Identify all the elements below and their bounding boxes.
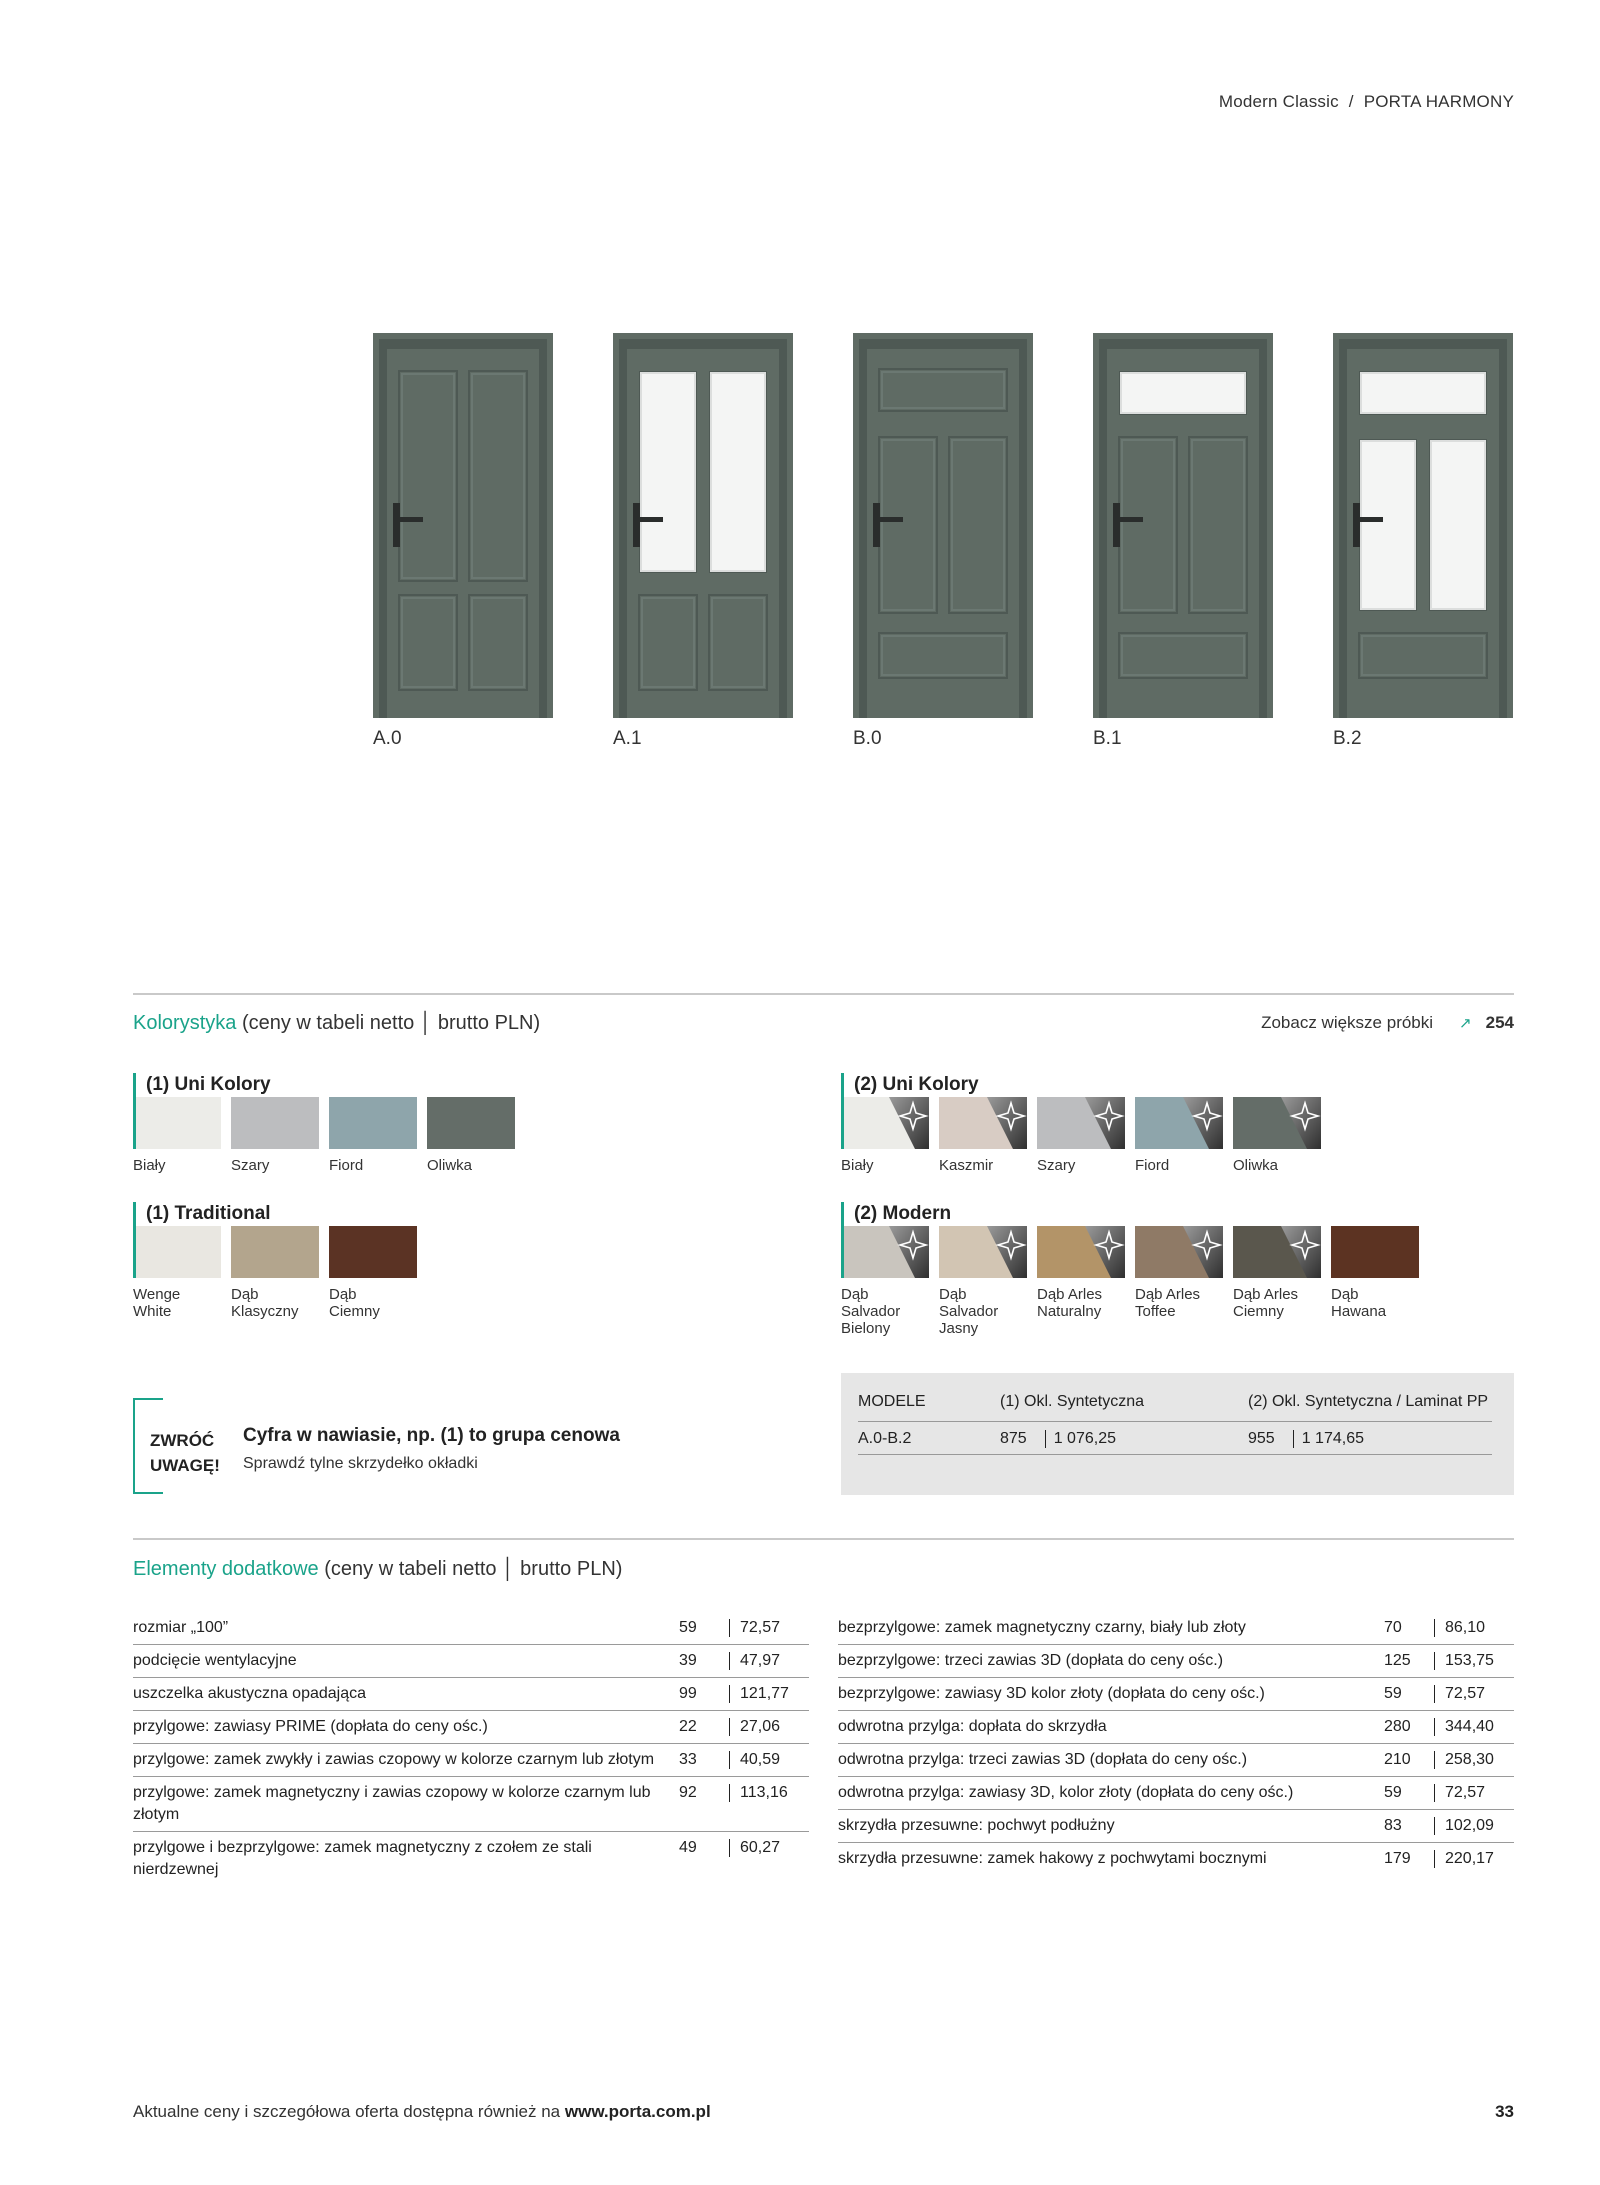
door-panel xyxy=(1359,633,1487,678)
color-swatch xyxy=(329,1097,417,1149)
door-a-0 xyxy=(373,333,553,749)
extras-row xyxy=(838,1744,1514,1777)
color-group xyxy=(841,1073,1321,1174)
extras-item-net: 39 xyxy=(679,1645,729,1678)
color-group xyxy=(133,1073,515,1174)
colors-title-rest: (ceny w tabeli netto │ brutto PLN) xyxy=(241,1012,541,1034)
swatch-row xyxy=(841,1097,1321,1174)
door-panel xyxy=(879,437,937,613)
glass-pane xyxy=(1431,441,1485,609)
color-swatch-item[interactable] xyxy=(1135,1097,1223,1174)
color-swatch-label: Fiord xyxy=(1135,1157,1170,1174)
door-image xyxy=(613,333,793,718)
door-gallery xyxy=(373,333,1514,753)
breadcrumb xyxy=(1219,92,1514,112)
price-group1-gross: 1 076,25 xyxy=(1053,1430,1116,1448)
extras-item-gross-cell xyxy=(729,1744,809,1777)
door-handle-plate xyxy=(873,503,880,547)
extras-item-gross: 47,97 xyxy=(740,1652,781,1669)
premium-star-icon xyxy=(889,1097,929,1149)
colors-title-accent: Kolorystyka xyxy=(133,1012,237,1034)
color-swatch xyxy=(231,1097,319,1149)
extras-item-gross-cell xyxy=(1434,1777,1514,1810)
color-swatch-label: Dąb Arles Toffee xyxy=(1135,1286,1201,1320)
premium-star-icon xyxy=(1183,1226,1223,1278)
door-panel xyxy=(949,437,1007,613)
color-swatch xyxy=(1135,1097,1223,1149)
extras-item-name: przylgowe: zamek magnetyczny i zawias czopowy w kolorze czarnym lub złotym xyxy=(133,1777,679,1832)
page-number: 33 xyxy=(1495,2102,1514,2121)
door-handle-lever xyxy=(1353,517,1383,522)
door-label: A.0 xyxy=(373,728,402,749)
price-table-box xyxy=(841,1373,1514,1495)
color-swatch-item[interactable] xyxy=(329,1226,417,1320)
footer-text: Aktualne ceny i szczegółowa oferta dostępna również na xyxy=(133,2102,561,2121)
extras-item-net: 49 xyxy=(679,1839,697,1856)
color-swatch xyxy=(841,1097,929,1149)
extras-row xyxy=(133,1678,809,1711)
door-b-2 xyxy=(1333,333,1513,749)
extras-item-gross: 40,59 xyxy=(740,1751,781,1768)
header-group2: (2) Okl. Syntetyczna / Laminat PP xyxy=(1248,1391,1492,1422)
color-swatch xyxy=(841,1226,929,1278)
note-title: Cyfra w nawiasie, np. (1) to grupa cenowa xyxy=(243,1425,620,1446)
extras-item-gross: 86,10 xyxy=(1445,1619,1486,1636)
color-swatch xyxy=(133,1097,221,1149)
samples-link-text: Zobacz większe próbki xyxy=(1261,1013,1434,1032)
extras-item-gross: 27,06 xyxy=(740,1718,781,1735)
extras-item-gross: 113,16 xyxy=(740,1784,788,1801)
extras-item-net: 92 xyxy=(679,1777,729,1832)
glass-pane xyxy=(711,373,765,571)
larger-samples-link[interactable] xyxy=(1261,1013,1514,1033)
footer-note xyxy=(133,2102,711,2122)
extras-title-accent: Elementy dodatkowe xyxy=(133,1558,319,1580)
color-swatch-item[interactable] xyxy=(329,1097,417,1174)
price-table-row xyxy=(858,1422,1492,1455)
extras-item-net: 33 xyxy=(679,1744,729,1777)
color-swatch-label: Dąb Ciemny xyxy=(329,1286,380,1320)
extras-row xyxy=(838,1711,1514,1744)
extras-item-net: 125 xyxy=(1384,1645,1434,1678)
note-heading-line2: UWAGĘ! xyxy=(150,1456,220,1475)
door-handle-lever xyxy=(393,517,423,522)
premium-star-icon xyxy=(889,1226,929,1278)
door-handle-lever xyxy=(1113,517,1143,522)
glass-pane xyxy=(1361,373,1485,413)
color-swatch-label: Oliwka xyxy=(427,1157,473,1174)
note-heading-line1: ZWRÓĆ xyxy=(150,1431,215,1450)
extras-item-gross: 258,30 xyxy=(1445,1751,1494,1768)
color-swatch-item[interactable] xyxy=(427,1097,515,1174)
extras-item-name: skrzydła przesuwne: pochwyt podłużny xyxy=(838,1810,1384,1843)
extras-item-name: przylgowe: zamek zwykły i zawias czopowy w kolorze czarnym lub złotym xyxy=(133,1744,679,1777)
color-swatch xyxy=(133,1226,221,1278)
color-swatch-label: Szary xyxy=(1037,1157,1076,1174)
glass-pane xyxy=(1361,441,1415,609)
extras-row xyxy=(838,1810,1514,1843)
door-panel xyxy=(879,369,1007,411)
extras-table-right xyxy=(838,1612,1514,1875)
premium-star-icon xyxy=(1183,1097,1223,1149)
color-swatch xyxy=(1233,1226,1321,1278)
extras-item-name: podcięcie wentylacyjne xyxy=(133,1645,679,1678)
door-panel xyxy=(1119,633,1247,678)
extras-item-gross: 344,40 xyxy=(1445,1718,1494,1735)
swatch-row xyxy=(841,1226,1419,1337)
color-swatch-item[interactable] xyxy=(231,1226,319,1320)
extras-item-name: odwrotna przylga: dopłata do skrzydła xyxy=(838,1711,1384,1744)
color-swatch-item[interactable] xyxy=(1233,1226,1321,1337)
premium-star-icon xyxy=(1281,1097,1321,1149)
colors-section-title xyxy=(133,1012,540,1035)
color-swatch-label: Dąb Arles Ciemny xyxy=(1233,1286,1299,1320)
door-panel xyxy=(879,633,1007,678)
door-panel xyxy=(469,371,527,581)
color-swatch-item[interactable] xyxy=(841,1097,929,1174)
extras-item-gross-cell xyxy=(1434,1678,1514,1711)
extras-item-gross: 102,09 xyxy=(1445,1817,1494,1834)
color-group-title: (1) Uni Kolory xyxy=(133,1073,515,1113)
extras-row xyxy=(838,1843,1514,1876)
price-table xyxy=(858,1391,1492,1455)
extras-item-gross: 72,57 xyxy=(1445,1685,1486,1702)
footer-website-link[interactable]: www.porta.com.pl xyxy=(564,2102,711,2121)
color-swatch-label: Biały xyxy=(841,1157,874,1174)
color-swatch-label: Dąb Klasyczny xyxy=(231,1286,299,1320)
extras-item-net: 99 xyxy=(679,1678,729,1711)
color-swatch-label: Dąb Hawana xyxy=(1331,1286,1387,1320)
color-swatch-label: Dąb Arles Naturalny xyxy=(1037,1286,1103,1320)
extras-item-gross-cell xyxy=(1434,1711,1514,1744)
extras-item-gross-cell xyxy=(729,1678,809,1711)
section-divider xyxy=(133,993,1514,995)
color-swatch-label: Biały xyxy=(133,1157,166,1174)
color-swatch-item[interactable] xyxy=(1233,1097,1321,1174)
color-swatch xyxy=(1037,1226,1125,1278)
door-panel xyxy=(639,595,697,690)
extras-item-name: rozmiar „100” xyxy=(133,1612,679,1645)
color-swatch xyxy=(1331,1226,1419,1278)
breadcrumb-separator: / xyxy=(1348,92,1354,111)
extras-title-rest: (ceny w tabeli netto │ brutto PLN) xyxy=(324,1558,623,1580)
door-panel xyxy=(709,595,767,690)
premium-star-icon xyxy=(1085,1226,1125,1278)
color-swatch-item[interactable] xyxy=(1135,1226,1223,1337)
premium-star-icon xyxy=(1281,1226,1321,1278)
color-swatch xyxy=(1135,1226,1223,1278)
extras-item-gross-cell xyxy=(729,1832,809,1887)
premium-star-icon xyxy=(987,1097,1027,1149)
extras-item-gross: 220,17 xyxy=(1445,1850,1494,1867)
extras-item-gross: 153,75 xyxy=(1445,1652,1494,1669)
extras-item-gross-cell xyxy=(1434,1744,1514,1777)
extras-row xyxy=(838,1645,1514,1678)
color-swatch xyxy=(231,1226,319,1278)
extras-item-gross-cell xyxy=(1434,1843,1514,1876)
extras-row xyxy=(838,1612,1514,1645)
extras-item-name: odwrotna przylga: trzeci zawias 3D (dopłata do ceny ośc.) xyxy=(838,1744,1384,1777)
door-image xyxy=(1333,333,1513,718)
color-swatch xyxy=(1233,1097,1321,1149)
color-swatch-label: Dąb Salvador Bielony xyxy=(841,1286,901,1337)
header-models: MODELE xyxy=(858,1391,1000,1422)
door-handle-plate xyxy=(393,503,400,547)
door-handle-plate xyxy=(1113,503,1120,547)
extras-section-title xyxy=(133,1558,622,1581)
price-group2-gross: 1 174,65 xyxy=(1301,1430,1364,1448)
color-group-title: (1) Traditional xyxy=(133,1202,417,1242)
door-handle-lever xyxy=(873,517,903,522)
extras-item-net: 179 xyxy=(1384,1850,1411,1867)
extras-item-gross: 60,27 xyxy=(740,1839,781,1856)
extras-item-name: przylgowe i bezprzylgowe: zamek magnetyczny z czołem ze stali nierdzewnej xyxy=(133,1839,592,1878)
glass-pane xyxy=(1121,373,1245,413)
door-handle-plate xyxy=(633,503,640,547)
color-swatch xyxy=(1037,1097,1125,1149)
extras-item-gross-cell xyxy=(1434,1810,1514,1843)
door-label: A.1 xyxy=(613,728,642,749)
color-swatch-label: Szary xyxy=(231,1157,270,1174)
color-swatch-item[interactable] xyxy=(939,1226,1027,1337)
premium-star-icon xyxy=(1085,1097,1125,1149)
extras-item-name: przylgowe: zawiasy PRIME (dopłata do ceny ośc.) xyxy=(133,1711,679,1744)
extras-item-net: 59 xyxy=(679,1612,729,1645)
extras-row xyxy=(133,1777,809,1832)
extras-item-name: uszczelka akustyczna opadająca xyxy=(133,1678,679,1711)
extras-item-net: 70 xyxy=(1384,1612,1434,1645)
extras-item-net: 280 xyxy=(1384,1711,1434,1744)
extras-item-gross-cell xyxy=(729,1777,809,1832)
extras-item-gross-cell xyxy=(729,1612,809,1645)
section-divider xyxy=(133,1538,1514,1540)
glass-pane xyxy=(641,373,695,571)
extras-row xyxy=(838,1678,1514,1711)
door-b-1 xyxy=(1093,333,1273,749)
door-image xyxy=(853,333,1033,718)
price-table-header xyxy=(858,1391,1492,1422)
color-swatch-item[interactable] xyxy=(1037,1097,1125,1174)
extras-row xyxy=(133,1711,809,1744)
color-swatch-label: Kaszmir xyxy=(939,1157,994,1174)
extras-item-gross: 72,57 xyxy=(740,1619,781,1636)
color-swatch-item[interactable] xyxy=(841,1226,929,1337)
extras-item-gross-cell xyxy=(1434,1612,1514,1645)
extras-row xyxy=(133,1744,809,1777)
color-group-title: (2) Uni Kolory xyxy=(841,1073,1321,1113)
color-swatch-item[interactable] xyxy=(939,1097,1027,1174)
door-panel xyxy=(399,595,457,690)
price-group2-net: 955 xyxy=(1248,1430,1275,1448)
color-swatch-label: Fiord xyxy=(329,1157,364,1174)
door-handle-lever xyxy=(633,517,663,522)
extras-item-name: skrzydła przesuwne: zamek hakowy z pochwytami bocznymi xyxy=(838,1850,1267,1867)
extras-row xyxy=(133,1645,809,1678)
door-panel xyxy=(1189,437,1247,613)
color-swatch-item[interactable] xyxy=(1037,1226,1125,1337)
door-label: B.2 xyxy=(1333,728,1362,749)
door-panel xyxy=(469,595,527,690)
color-swatch-label: Dąb Salvador Jasny xyxy=(939,1286,999,1337)
extras-row xyxy=(133,1612,809,1645)
color-swatch xyxy=(939,1097,1027,1149)
extras-item-gross: 72,57 xyxy=(1445,1784,1486,1801)
door-handle-plate xyxy=(1353,503,1360,547)
color-swatch xyxy=(427,1097,515,1149)
price-group1-net: 875 xyxy=(1000,1430,1027,1448)
color-swatch-label: Oliwka xyxy=(1233,1157,1279,1174)
extras-row xyxy=(133,1832,809,1887)
door-label: B.1 xyxy=(1093,728,1122,749)
color-group-title: (2) Modern xyxy=(841,1202,1419,1242)
color-group xyxy=(841,1202,1419,1337)
door-image xyxy=(1093,333,1273,718)
extras-item-gross-cell xyxy=(1434,1645,1514,1678)
color-swatch-item[interactable] xyxy=(133,1226,221,1320)
color-swatch xyxy=(329,1226,417,1278)
note-subtitle: Sprawdź tylne skrzydełko okładki xyxy=(243,1455,478,1472)
samples-page-number: 254 xyxy=(1485,1013,1514,1032)
extras-item-name: bezprzylgowe: zamek magnetyczny czarny, biały lub złoty xyxy=(838,1612,1384,1645)
breadcrumb-collection: Modern Classic xyxy=(1218,92,1339,111)
breadcrumb-product: PORTA HARMONY xyxy=(1363,92,1514,111)
extras-item-name: bezprzylgowe: zawiasy 3D kolor złoty (dopłata do ceny ośc.) xyxy=(838,1678,1384,1711)
extras-row xyxy=(838,1777,1514,1810)
color-swatch-item[interactable] xyxy=(133,1097,221,1174)
note-heading xyxy=(150,1428,230,1478)
arrow-up-right-icon: ↗ xyxy=(1459,1015,1472,1032)
door-panel xyxy=(399,371,457,581)
swatch-row xyxy=(133,1226,417,1320)
extras-item-name: bezprzylgowe: trzeci zawias 3D (dopłata do ceny ośc.) xyxy=(838,1645,1384,1678)
color-swatch-item[interactable] xyxy=(231,1097,319,1174)
extras-item-net: 59 xyxy=(1384,1678,1434,1711)
price-model: A.0-B.2 xyxy=(858,1422,1000,1455)
extras-item-net: 210 xyxy=(1384,1744,1434,1777)
color-swatch-item[interactable] xyxy=(1331,1226,1419,1337)
premium-star-icon xyxy=(987,1226,1027,1278)
color-swatch-label: Wenge White xyxy=(133,1286,181,1320)
extras-item-gross: 121,77 xyxy=(740,1685,789,1702)
header-group1: (1) Okl. Syntetyczna xyxy=(1000,1391,1248,1422)
extras-item-gross-cell xyxy=(729,1711,809,1744)
door-b-0 xyxy=(853,333,1033,749)
extras-item-net: 22 xyxy=(679,1711,729,1744)
door-image xyxy=(373,333,553,718)
price-group1 xyxy=(1000,1422,1248,1455)
extras-item-name: odwrotna przylga: zawiasy 3D, kolor złoty (dopłata do ceny ośc.) xyxy=(838,1777,1384,1810)
extras-item-net: 59 xyxy=(1384,1777,1434,1810)
extras-item-net: 83 xyxy=(1384,1810,1434,1843)
extras-item-gross-cell xyxy=(729,1645,809,1678)
color-swatch xyxy=(939,1226,1027,1278)
price-group2 xyxy=(1248,1422,1492,1455)
door-panel xyxy=(1119,437,1177,613)
extras-table-left xyxy=(133,1612,809,1886)
door-label: B.0 xyxy=(853,728,882,749)
door-a-1 xyxy=(613,333,793,749)
color-group xyxy=(133,1202,417,1320)
